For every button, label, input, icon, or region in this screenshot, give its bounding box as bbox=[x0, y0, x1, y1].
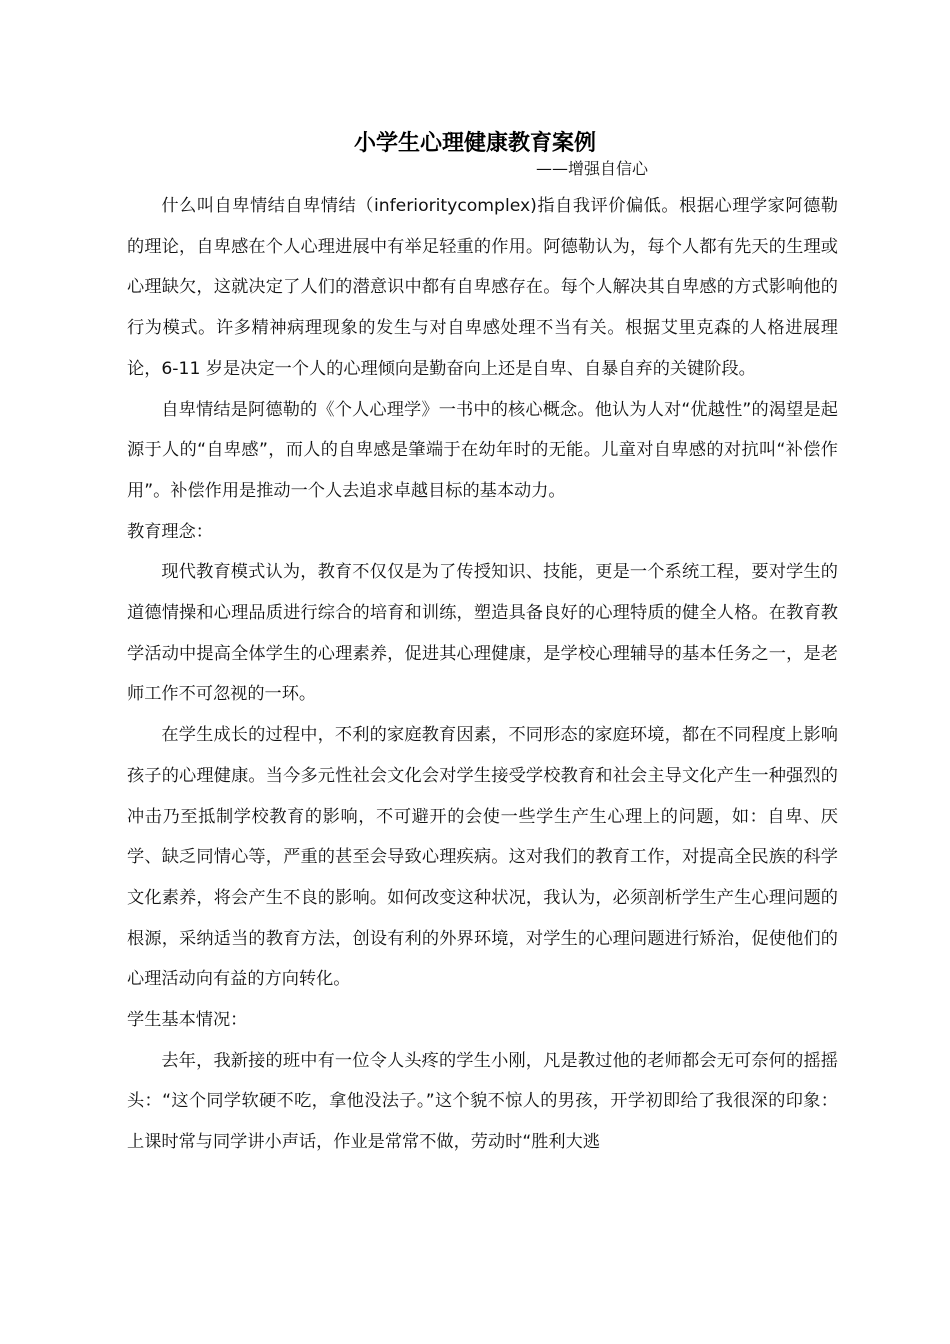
paragraph-modern-education: 现代教育模式认为，教育不仅仅是为了传授知识、技能，更是一个系统工程，要对学生的道德情操和心理品质进行综合的培育和训练，塑造具备良好的心理特质的健全人格。在教育教学活动中提高全体学生的心理素养，促进其心理健康，是学校心理辅导的基本任务之一，是老师工作不可忽视的一环。 bbox=[127, 562, 838, 705]
document-title: 小学生心理健康教育案例 bbox=[353, 130, 596, 156]
document-body bbox=[127, 186, 838, 1163]
section-heading-student-info: 学生基本情况： bbox=[127, 1010, 248, 1031]
paragraph-growth-environment: 在学生成长的过程中，不利的家庭教育因素，不同形态的家庭环境，都在不同程度上影响孩子的心理健康。当今多元性社会文化会对学生接受学校教育和社会主导文化产生一种强烈的冲击乃至抵制学校教育的影响，不可避开的会使一些学生产生心理上的问题，如：自卑、厌学、缺乏同情心等，严重的甚至会导致心理疾病。这对我们的教育工作，对提高全民族的科学文化素养，将会产生不良的影响。如何改变这种状况，我认为，必须剖析学生产生心理问题的根源，采纳适当的教育方法，创设有利的外界环境，对学生的心理问题进行矫治，促使他们的心理活动向有益的方向转化。 bbox=[127, 725, 838, 990]
paragraph-student-case: 去年，我新接的班中有一位令人头疼的学生小刚，凡是教过他的老师都会无可奈何的摇摇头：“这个同学软硬不吃，拿他没法子。”这个貌不惊人的男孩，开学初即给了我很深的印象：上课时常与同学讲小声话，作业是常常不做，劳动时“胜利大逃 bbox=[127, 1050, 838, 1153]
document-subtitle: ——增强自信心 bbox=[536, 159, 649, 178]
section-heading-education-philosophy: 教育理念： bbox=[127, 521, 213, 542]
paragraph-inferiority-definition: 什么叫自卑情结自卑情结（inferioritycomplex)指自我评价偏低。根据心理学家阿德勒的理论，自卑感在个人心理进展中有举足轻重的作用。阿德勒认为，每个人都有先天的生理或心理缺欠，这就决定了人们的潜意识中都有自卑感存在。每个人解决其自卑感的方式影响他的行为模式。许多精神病理现象的发生与对自卑感处理不当有关。根据艾里克森的人格进展理论，6-11 岁是决定一个人的心理倾向是勤奋向上还是自卑、自暴自弃的关键阶段。 bbox=[127, 196, 838, 379]
paragraph-adler-concept: 自卑情结是阿德勒的《个人心理学》一书中的核心概念。他认为人对“优越性”的渴望是起源于人的“自卑感”，而人的自卑感是肇端于在幼年时的无能。儿童对自卑感的对抗叫“补偿作用”。补偿作用是推动一个人去追求卓越目标的基本动力。 bbox=[127, 399, 838, 501]
